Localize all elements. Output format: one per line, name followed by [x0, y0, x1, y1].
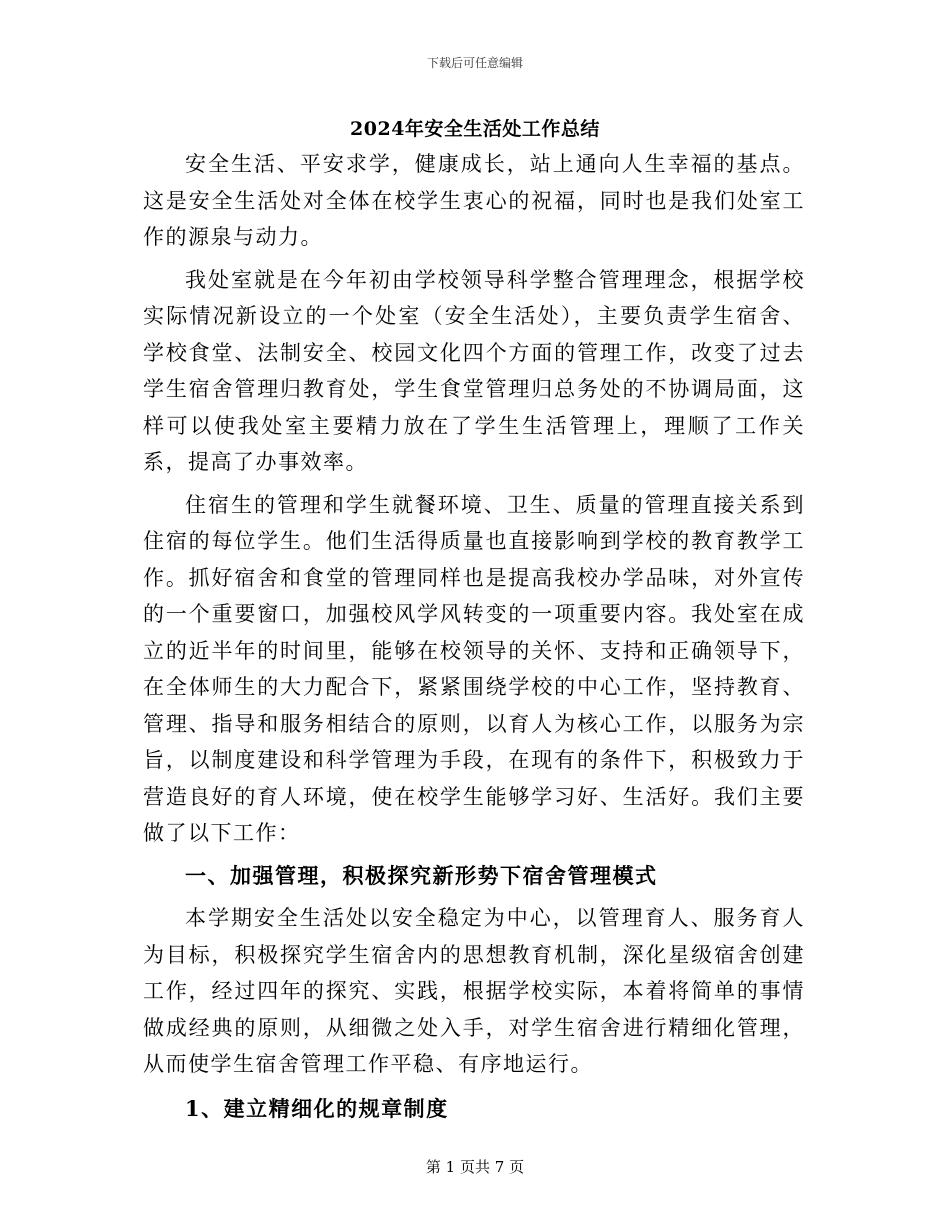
- paragraph-intro: 安全生活、平安求学，健康成长，站上通向人生幸福的基点。这是安全生活处对全体在校学生衷心的祝福，同时也是我们处室工作的源泉与动力。: [143, 152, 805, 249]
- section-heading: 一、加强管理，积极探究新形势下宿舍管理模式: [185, 862, 658, 888]
- document-title: 2024年安全生活处工作总结: [350, 118, 600, 140]
- document-body: [143, 146, 805, 1133]
- paragraph-management: 住宿生的管理和学生就餐环境、卫生、质量的管理直接关系到住宿的每位学生。他们生活得质量也直接影响到学校的教育教学工作。抓好宿舍和食堂的管理同样也是提高我校办学品味，对外宣传的一个重要窗口，加强校风学风转变的一项重要内容。我处室在成立的近半年的时间里，能够在校领导的关怀、支持和正确领导下，在全体师生的大力配合下，紧紧围绕学校的中心工作，坚持教育、管理、指导和服务相结合的原则，以育人为核心工作，以服务为宗旨，以制度建设和科学管理为手段，在现有的条件下，积极致力于营造良好的育人环境，使在校学生能够学习好、生活好。我们主要做了以下工作：: [143, 492, 805, 845]
- paragraph-office: 我处室就是在今年初由学校领导科学整合管理理念，根据学校实际情况新设立的一个处室（安全生活处），主要负责学生宿舍、学校食堂、法制安全、校园文化四个方面的管理工作，改变了过去学生宿舍管理归教育处，学生食堂管理归总务处的不协调局面，这样可以使我处室主要精力放在了学生生活管理上，理顺了工作关系，提高了办事效率。: [143, 267, 805, 474]
- header-note: 下载后可任意编辑: [426, 56, 523, 70]
- subsection-heading: 1、建立精细化的规章制度: [185, 1095, 449, 1121]
- page-number: 第 1 页共 7 页: [425, 1158, 525, 1176]
- paragraph-section: 本学期安全生活处以安全稳定为中心，以管理育人、服务育人为目标，积极探究学生宿舍内的思想教育机制，深化星级宿舍创建工作，经过四年的探究、实践，根据学校实际，本着将简单的事情做成经典的原则，从细微之处入手，对学生宿舍进行精细化管理，从而使学生宿舍管理工作平稳、有序地运行。: [143, 906, 805, 1076]
